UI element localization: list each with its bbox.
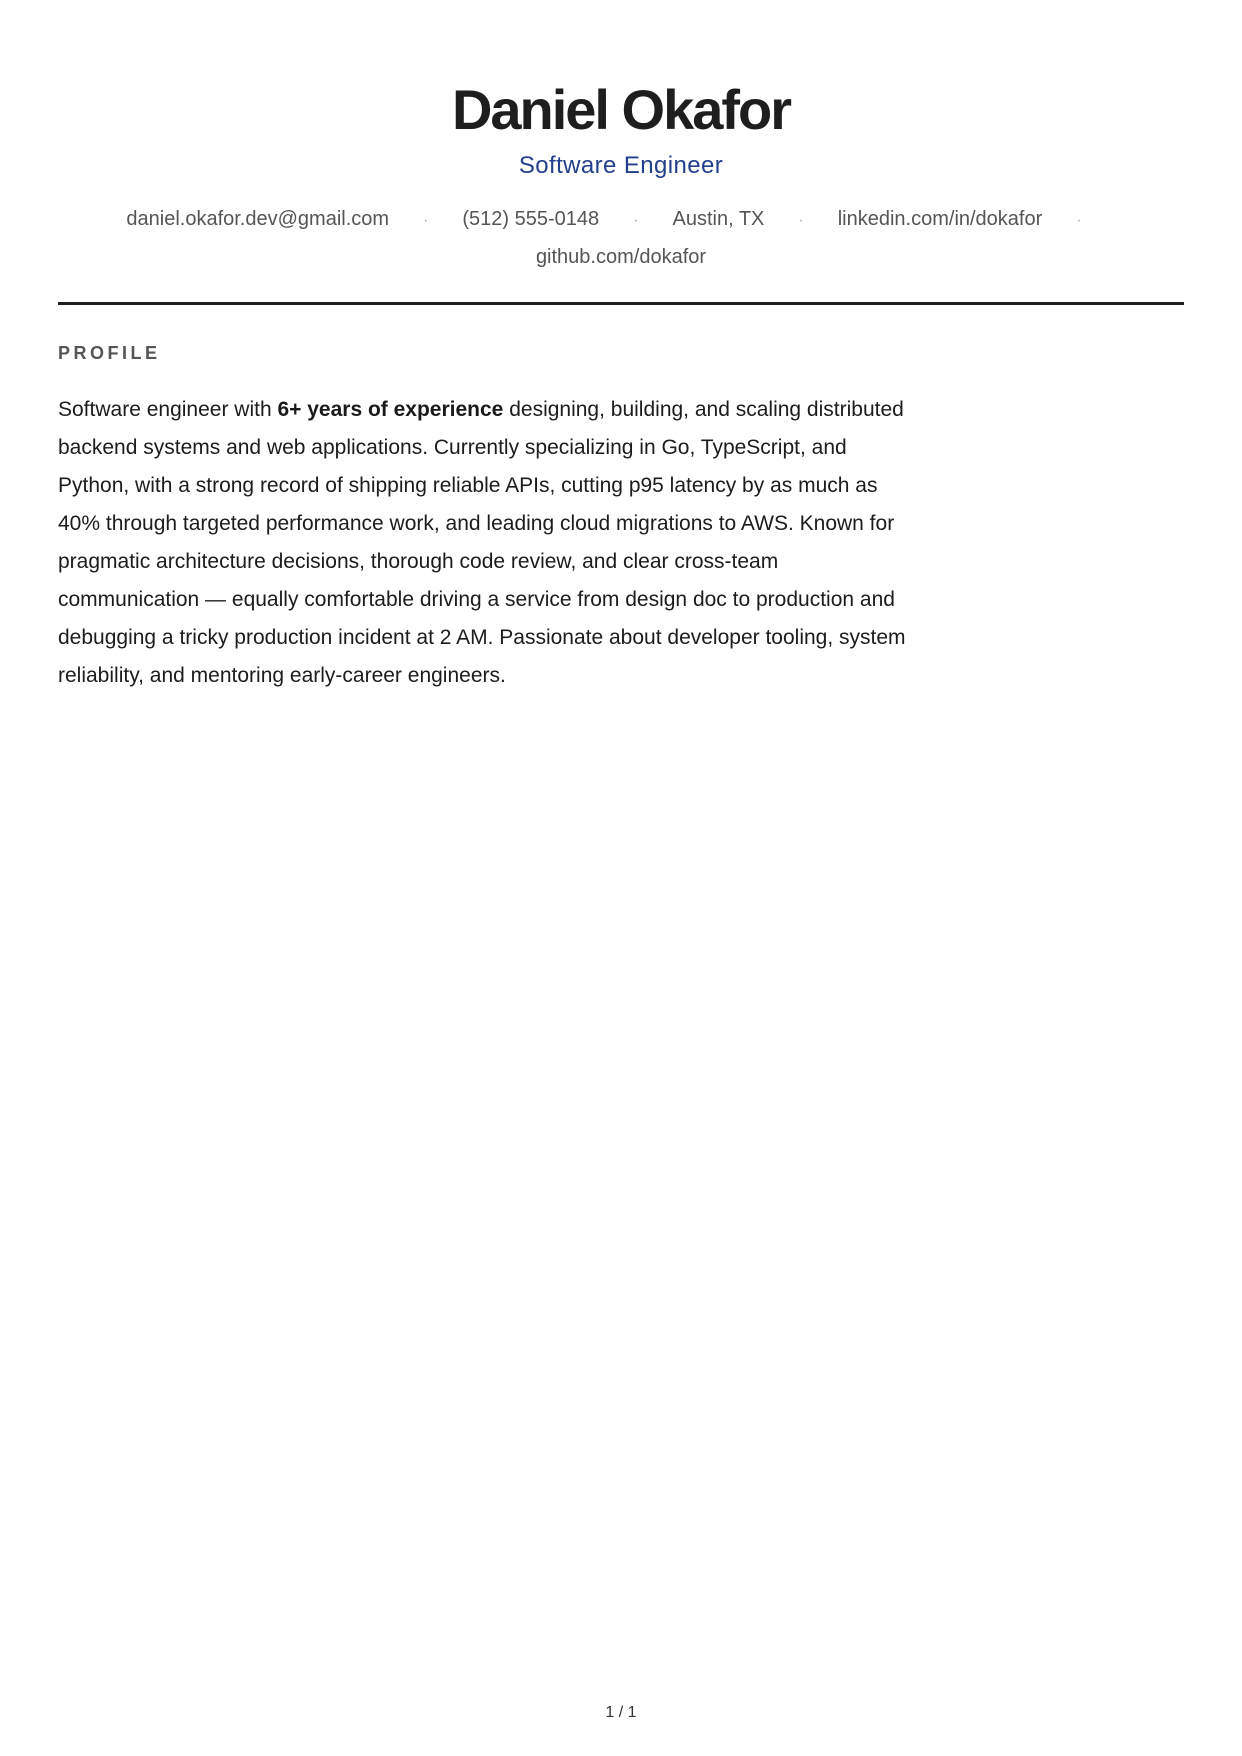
contact-separator: ·: [423, 212, 429, 229]
contact-separator: ·: [798, 212, 804, 229]
contact-linkedin[interactable]: linkedin.com/in/dokafor: [837, 208, 1043, 230]
profile-summary: [58, 391, 918, 695]
contact-phone[interactable]: (512) 555-0148: [462, 208, 600, 230]
profile-highlight: 6+ years of experience: [277, 398, 504, 421]
contact-separator: ·: [1076, 212, 1082, 229]
job-title: Software Engineer: [518, 152, 724, 179]
contact-line: [58, 201, 1184, 275]
profile-intro: Software engineer with: [58, 398, 278, 421]
contact-location: Austin, TX: [672, 208, 765, 230]
candidate-name: Daniel Okafor: [451, 78, 791, 141]
resume-header: [58, 76, 1184, 275]
contact-github[interactable]: github.com/dokafor: [535, 246, 707, 268]
header-divider: [58, 302, 1184, 305]
profile-section-title: PROFILE: [58, 343, 161, 363]
contact-separator: ·: [633, 212, 639, 229]
page-indicator: 1 / 1: [605, 1704, 637, 1721]
profile-body: designing, building, and scaling distributed backend systems and web applications. Currently specializing in Go, TypeScript, and Python, with a strong record of shipping reliable APIs, cutting p95 latency by as much as 40% through targeted performance work, and leading cloud migrations to AWS. Known for pragmatic architecture decisions, thorough code review, and clear cross-team communication — equally comfortable driving a service from design doc to production and debugging a tricky production incident at 2 AM. Passionate about developer tooling, system reliability, and mentoring early-career engineers.: [58, 398, 906, 687]
contact-email[interactable]: daniel.okafor.dev@gmail.com: [126, 208, 390, 230]
